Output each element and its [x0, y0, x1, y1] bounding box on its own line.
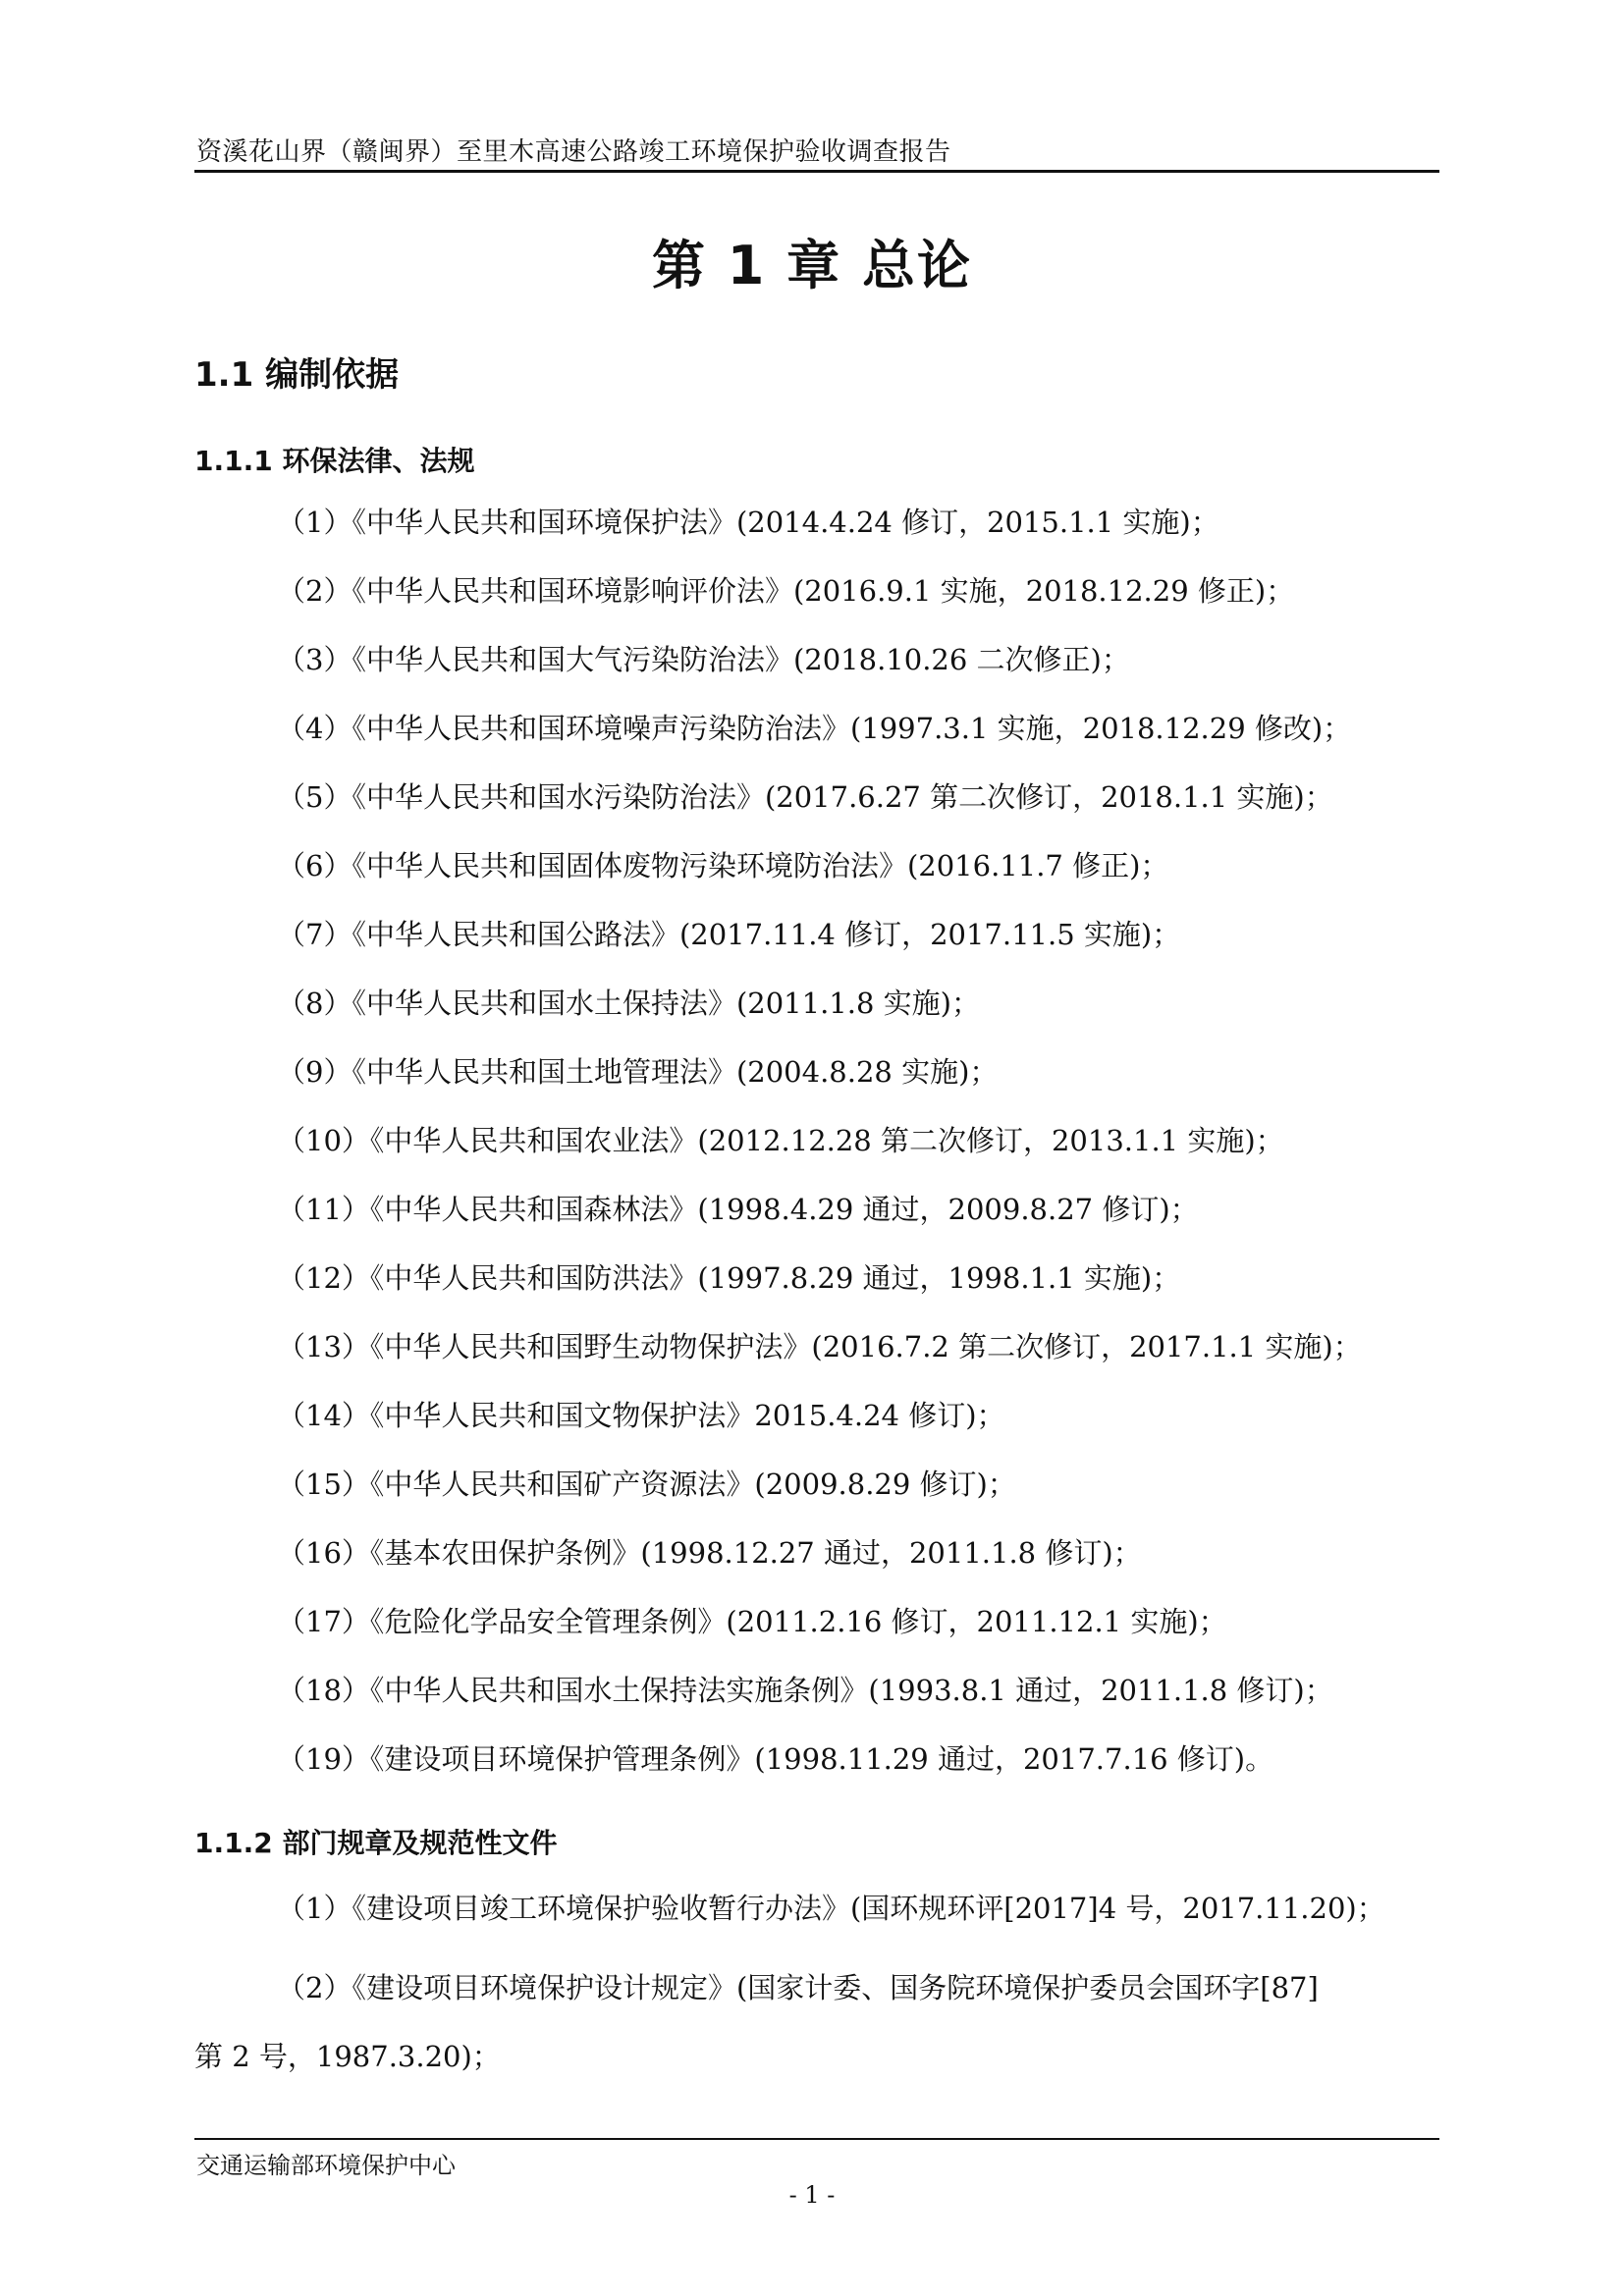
- list-item: （5）《中华人民共和国水污染防治法》(2017.6.27 第二次修订，2018.1.1 实施)；: [277, 780, 1333, 814]
- list-item: （14）《中华人民共和国文物保护法》2015.4.24 修订)；: [277, 1399, 1005, 1432]
- list-item: （16）《基本农田保护条例》(1998.12.27 通过，2011.1.8 修订)；: [277, 1536, 1142, 1570]
- list-item: （18）《中华人民共和国水土保持法实施条例》(1993.8.1 通过，2011.1.8 修订)；: [277, 1674, 1333, 1707]
- list-item: （17）《危险化学品安全管理条例》(2011.2.16 修订，2011.12.1 实施)；: [277, 1605, 1227, 1638]
- list-item: （9）《中华人民共和国土地管理法》(2004.8.28 实施)；: [277, 1055, 999, 1089]
- running-header: 资溪花山界（赣闽界）至里木高速公路竣工环境保护验收调查报告: [196, 137, 951, 167]
- list-item-continuation: 第 2 号，1987.3.20)；: [194, 2040, 501, 2073]
- list-item-wrapped: [194, 1953, 1441, 2091]
- list-item: （2）《中华人民共和国环境影响评价法》(2016.9.1 实施，2018.12.29 修正)；: [277, 574, 1295, 608]
- subsection-title-regulations: 1.1.2 部门规章及规范性文件: [194, 1827, 558, 1859]
- footer-divider: [194, 2138, 1439, 2140]
- section-title: 1.1 编制依据: [194, 355, 400, 395]
- page-number: - 1 -: [788, 2181, 836, 2209]
- list-item: （12）《中华人民共和国防洪法》(1997.8.29 通过，1998.1.1 实施)；: [277, 1261, 1181, 1295]
- list-item: （1）《中华人民共和国环境保护法》(2014.4.24 修订，2015.1.1 实施)；: [277, 506, 1219, 539]
- header-divider: [194, 170, 1439, 173]
- list-item: （8）《中华人民共和国水土保持法》(2011.1.8 实施)；: [277, 987, 980, 1020]
- list-item-text: （2）《建设项目环境保护设计规定》(国家计委、国务院环境保护委员会国环字[87]: [277, 1971, 1319, 2004]
- regulations-list: [194, 1885, 1441, 2091]
- subsection-title-laws: 1.1.1 环保法律、法规: [194, 445, 475, 477]
- list-item: （3）《中华人民共和国大气污染防治法》(2018.10.26 二次修正)；: [277, 643, 1130, 676]
- list-item: （10）《中华人民共和国农业法》(2012.12.28 第二次修订，2013.1.1 实施)；: [277, 1124, 1284, 1157]
- chapter-title: 第 1 章 总论: [652, 235, 972, 296]
- list-item: （4）《中华人民共和国环境噪声污染防治法》(1997.3.1 实施，2018.12.29 修改)；: [277, 712, 1352, 745]
- footer-organization: 交通运输部环境保护中心: [196, 2152, 456, 2179]
- list-item: （13）《中华人民共和国野生动物保护法》(2016.7.2 第二次修订，2017.1.1 实施)；: [277, 1330, 1362, 1363]
- list-item: （15）《中华人民共和国矿产资源法》(2009.8.29 修订)；: [277, 1468, 1016, 1501]
- list-item: （11）《中华人民共和国森林法》(1998.4.29 通过，2009.8.27 修订)；: [277, 1193, 1199, 1226]
- list-item: （7）《中华人民共和国公路法》(2017.11.4 修订，2017.11.5 实施)；: [277, 918, 1181, 951]
- list-item: （6）《中华人民共和国固体废物污染环境防治法》(2016.11.7 修正)；: [277, 849, 1169, 882]
- laws-list: [277, 499, 1362, 1804]
- list-item: （1）《建设项目竣工环境保护验收暂行办法》(国环规环评[2017]4 号，2017.11.20)；: [277, 1892, 1385, 1925]
- list-item: （19）《建设项目环境保护管理条例》(1998.11.29 通过，2017.7.16 修订)。: [277, 1742, 1274, 1776]
